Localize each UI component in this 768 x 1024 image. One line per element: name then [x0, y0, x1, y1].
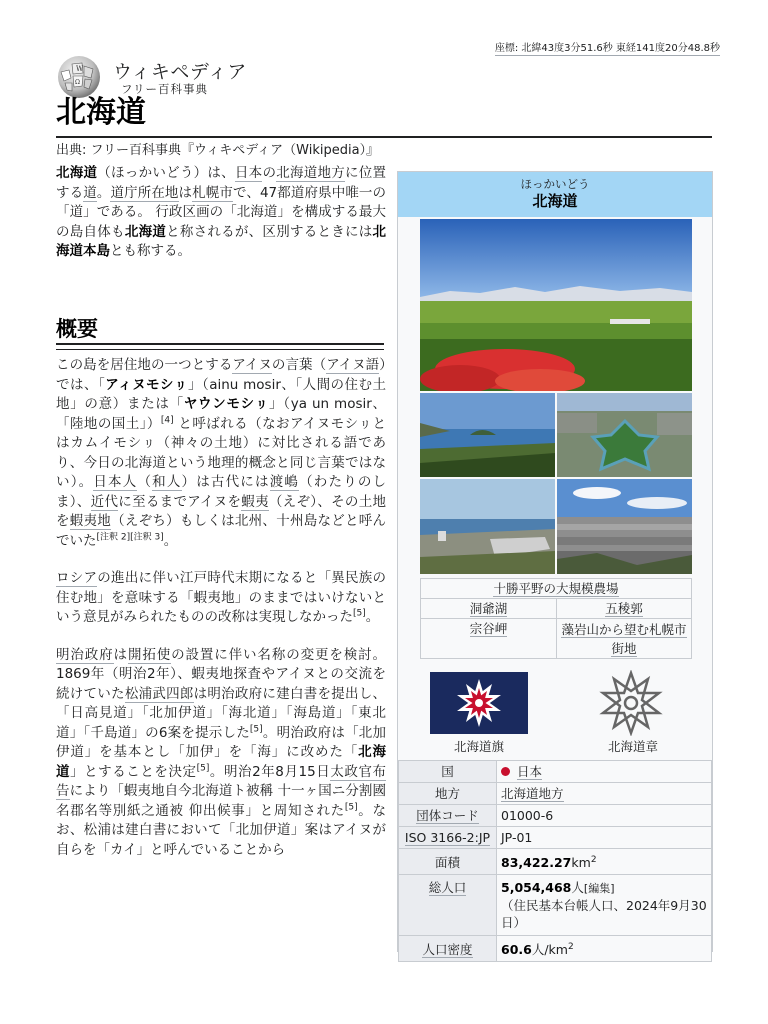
country-link[interactable]: 日本: [517, 764, 543, 779]
footnote-ref[interactable]: [5]: [249, 724, 263, 734]
caption-moiwa-link[interactable]: 藻岩山から望む札幌市街地: [561, 621, 687, 656]
row-code: [399, 805, 712, 827]
population-unit: 人: [571, 880, 584, 895]
text-run: 」（ainu mosir、「人間の住む土地」の意）または「: [56, 376, 387, 412]
flag-label: 北海道旗: [453, 739, 504, 754]
text-run: の言葉（: [271, 357, 327, 373]
footnote-ref[interactable]: [5]: [196, 763, 210, 773]
section-heading-overview: 概要: [56, 318, 98, 341]
photo-sapporo-from-moiwa[interactable]: [557, 479, 692, 574]
overview-section: [56, 356, 386, 860]
text-run: 」とすることを決定: [70, 763, 197, 780]
text-run: 。明治2年8月15日: [209, 763, 331, 780]
area-unit: km: [571, 855, 591, 870]
population-label-link[interactable]: 総人口: [428, 880, 467, 895]
emblem-star-icon: [596, 670, 666, 736]
row-value: [497, 875, 712, 936]
text-run: 。明治政府は「北加伊道」を基本とし「加伊」を「海」に改めた「: [56, 724, 386, 760]
article-link[interactable]: 蝦夷: [241, 493, 269, 510]
row-value: 01000-6: [497, 805, 712, 827]
row-population: [399, 875, 712, 936]
japan-flag-icon: [501, 767, 510, 776]
row-value: 60.6人$/km^2$: [497, 936, 712, 962]
lead-paragraph: [56, 164, 386, 262]
emblem-label: 北海道章: [607, 739, 658, 754]
text-run: の: [262, 165, 277, 181]
source-line: 出典: フリー百科事典『ウィキペディア（Wikipedia）』: [56, 143, 380, 158]
bold-term: 北海道: [124, 223, 167, 240]
article-link[interactable]: 渡嶋: [269, 474, 300, 490]
text-run: とも称する。: [110, 243, 191, 259]
bold-term: ヤウンモシㇼ: [183, 396, 269, 412]
row-label: 地方: [399, 783, 497, 805]
logo-wordmark: ウィキペディア: [113, 61, 247, 83]
article-link[interactable]: アイヌ: [232, 357, 272, 373]
caption-goryokaku-link[interactable]: 五稜郭: [605, 601, 643, 616]
text-run: （ほっかいどう）は、: [97, 165, 235, 181]
page-title: 北海道: [56, 96, 146, 129]
footnote-ref[interactable]: [4]: [160, 415, 174, 425]
footnote-ref[interactable]: [注釈 2][注釈 3]: [96, 532, 164, 542]
article-link[interactable]: 和人: [152, 474, 182, 490]
text-run: は明治政府に建白書を提出し、「日高見道」「北加伊道」「海北道」「海島道」「東北道」「千島道」の6案を提示した: [56, 685, 387, 741]
row-label: [399, 805, 497, 827]
article-link[interactable]: ロシア: [56, 570, 98, 586]
footnote-ref[interactable]: [5]: [344, 802, 358, 812]
text-run: に至るまでアイヌを: [118, 493, 242, 510]
lead-section: [56, 164, 386, 262]
hokkaido-emblem[interactable]: [596, 670, 666, 736]
overview-paragraph-3: [56, 646, 386, 861]
caption-main: [421, 579, 692, 599]
iso-label-link[interactable]: ISO 3166-2:JP: [404, 830, 491, 845]
bold-term: 北海道: [56, 744, 387, 780]
row-label: [399, 936, 497, 962]
row-label: [399, 875, 497, 936]
density-value: 60.6: [501, 942, 532, 957]
text-run: は: [113, 646, 128, 663]
bold-term: 北海道本島: [56, 223, 387, 259]
infobox-title: 北海道: [532, 192, 578, 210]
article-link[interactable]: 太政官布告: [56, 763, 387, 799]
text-run: 。: [365, 609, 380, 625]
caption-soya-link[interactable]: 宗谷岬: [469, 621, 508, 636]
article-link[interactable]: 明治政府: [56, 646, 114, 663]
photo-tokachi-farm[interactable]: [420, 219, 692, 391]
row-label: [399, 827, 497, 849]
density-unit: 人/km: [531, 942, 568, 957]
row-label: 面積: [399, 849, 497, 875]
photo-cape-soya[interactable]: [420, 479, 555, 574]
article-link[interactable]: 開拓使: [127, 646, 172, 663]
overview-paragraph-1: [56, 356, 386, 551]
text-run: の進出に伴い江戸時代末期になると「異民族の住む地」を意味する「蝦夷地」のままではいけないという意見がみられたものの改称は実現しなかった: [56, 570, 387, 625]
row-region: [399, 783, 712, 805]
article-link[interactable]: 道庁所在地: [110, 184, 179, 201]
caption-main-link[interactable]: 十勝平野の大規模農場: [493, 581, 619, 596]
density-label-link[interactable]: 人口密度: [422, 942, 473, 957]
article-link[interactable]: 松浦武四郎: [124, 685, 194, 702]
text-run: の設置に伴い名称の変更を検討。1869年（明治2年）、蝦夷地探査やアイヌとの交流を続けていた: [56, 646, 387, 702]
caption-toya: [421, 599, 557, 619]
article-link[interactable]: アイヌ語: [326, 357, 380, 373]
section-divider: [56, 343, 384, 345]
text-run: 。: [96, 184, 111, 201]
photo-captions: [420, 578, 692, 659]
row-value: [497, 761, 712, 783]
text-run: （わたりのしま）、: [56, 474, 387, 510]
caption-toya-link[interactable]: 洞爺湖: [469, 601, 508, 616]
row-area: [399, 849, 712, 875]
text-run: 」（ya un mosir、「陸地の国土」）: [56, 396, 387, 432]
bold-term: アィヌモシㇼ: [105, 376, 188, 393]
text-run: （えぞ）、その土地を: [56, 493, 387, 529]
population-value: 5,054,468: [501, 880, 572, 895]
text-run: 。: [163, 532, 178, 549]
row-iso: [399, 827, 712, 849]
infobox: [397, 171, 713, 957]
bold-term: 北海道: [56, 165, 98, 181]
footnote-ref[interactable]: [5]: [353, 608, 366, 619]
row-value: $83,422.27km^2$: [497, 849, 712, 875]
article-link[interactable]: 札幌市: [192, 184, 234, 201]
region-link[interactable]: 北海道地方: [501, 786, 564, 801]
section-divider-thin: [56, 349, 384, 350]
caption-goryokaku: [557, 599, 692, 619]
title-divider: [56, 136, 712, 138]
caption-moiwa: [557, 619, 692, 659]
population-note: （住民基本台帳人口、2024年9月30日）: [501, 898, 707, 930]
row-value: [497, 783, 712, 805]
article-link[interactable]: 北海道地方: [276, 165, 346, 181]
text-run: この島を居住地の一つとする: [56, 357, 233, 373]
text-run: （えぞち）もしくは北州、十州島などと呼んでいた: [56, 513, 387, 549]
infobox-data-table: [398, 760, 712, 962]
article-link[interactable]: 蝦夷地: [69, 513, 112, 529]
text-run: と呼ばれる（なおアイヌモシㇼとはカムイモシㇼ（神々の土地）に対比される語であり、今日の北海道という地理的概念と同じ言葉ではない）。: [56, 415, 386, 490]
area-value: 83,422.27: [501, 855, 572, 870]
infobox-kana: ほっかいどう: [520, 177, 590, 191]
photo-lake-toya[interactable]: [420, 393, 555, 477]
article-link[interactable]: 日本人: [93, 474, 138, 490]
text-run: に位置する: [56, 165, 387, 201]
edit-link[interactable]: [編集]: [583, 882, 615, 895]
svg-text:Ω: Ω: [75, 79, 80, 86]
text-run: ）では、「: [56, 357, 386, 393]
row-value: JP-01: [497, 827, 712, 849]
row-density: [399, 936, 712, 962]
caption-soya: [421, 619, 557, 659]
photo-goryokaku[interactable]: [557, 393, 692, 477]
row-country: [399, 761, 712, 783]
text-run: と称されるが、区別するときには: [166, 223, 373, 240]
article-link[interactable]: 日本: [234, 165, 263, 181]
hokkaido-flag[interactable]: [430, 672, 528, 734]
text-run: （: [137, 474, 153, 490]
overview-paragraph-2: [56, 569, 386, 628]
svg-text:W: W: [76, 65, 84, 73]
text-run: で、47都道府県中唯一の「道」である。 行政区画の「北海道」を構成する最大の島自体も: [56, 184, 387, 240]
code-label-link[interactable]: 団体コード: [416, 808, 479, 823]
text-run: により「蝦夷地自今北海道ト被稱 十一ヶ国ニ分割國名郡名等別紙之通被 仰出候事」と周知された: [56, 783, 387, 819]
logo-tagline: フリー百科事典: [121, 82, 209, 96]
text-run: ）は古代には: [181, 474, 270, 490]
article-link[interactable]: 近代: [90, 493, 119, 510]
infobox-header: [398, 172, 712, 217]
flag-star-icon: [430, 672, 528, 734]
coordinates[interactable]: 座標: 北緯43度3分51.6秒 東経141度20分48.8秒: [494, 43, 720, 54]
article-link[interactable]: 道: [83, 184, 97, 201]
text-run: 。なお、松浦は建白書において「北加伊道」案はアイヌが自らを「カイ」と呼んでいることから: [56, 802, 386, 858]
text-run: は: [178, 184, 193, 201]
row-label: 国: [399, 761, 497, 783]
